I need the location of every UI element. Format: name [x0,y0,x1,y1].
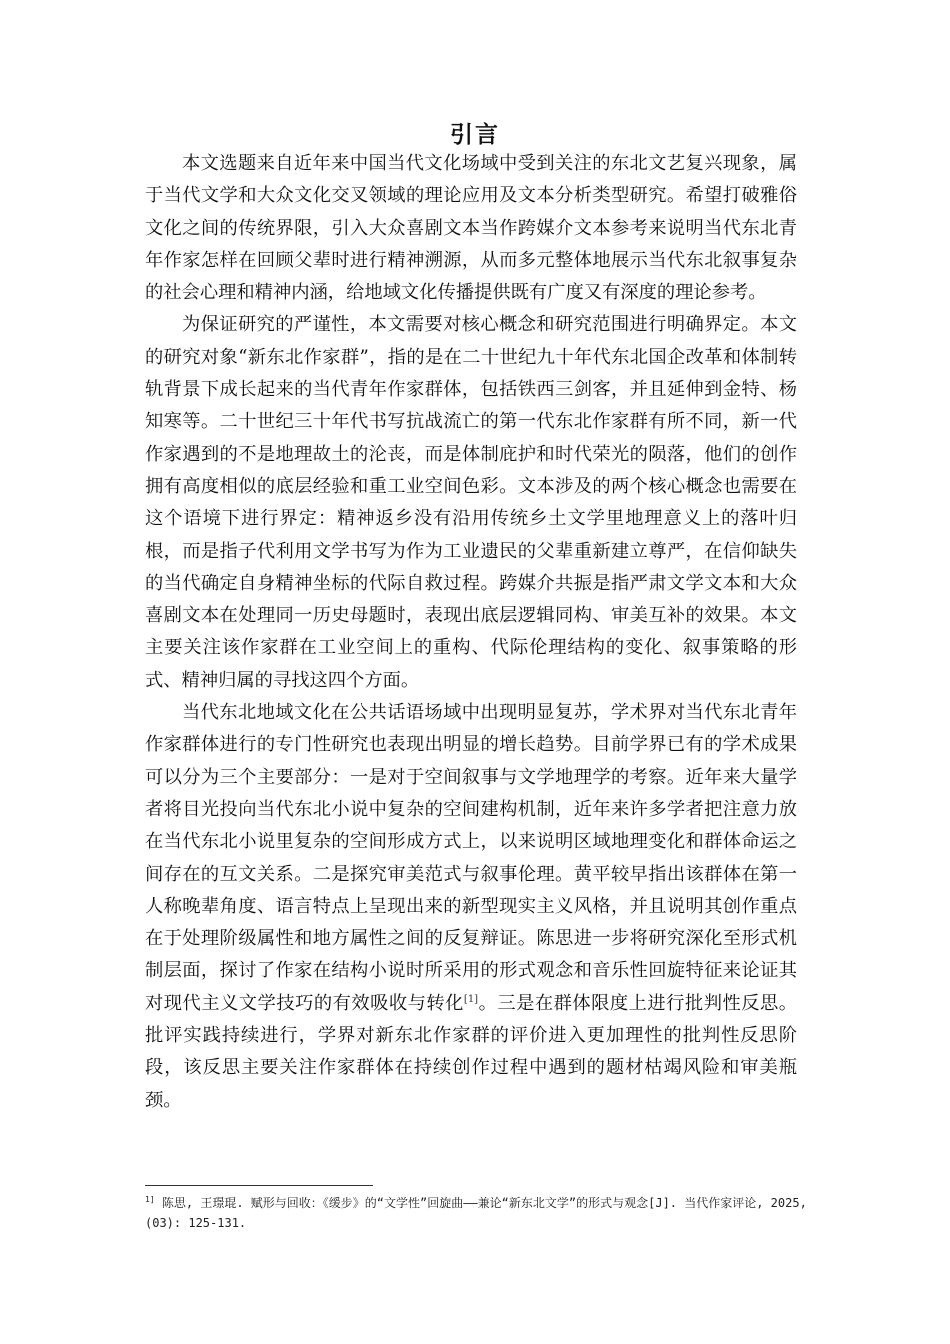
body-text [145,148,797,1117]
paragraph-3-text-after-citation: 。三是在群体限度上进行批判性反思。批评实践持续进行，学界对新东北作家群的评价进入更加理性的批判性反思阶段，该反思主要关注作家群体在持续创作过程中遇到的题材枯竭风险和审美瓶颈。 [145,992,798,1111]
paragraph-2: 为保证研究的严谨性，本文需要对核心概念和研究范围进行明确界定。本文的研究对象“新东北作家群”，指的是在二十世纪九十年代东北国企改革和体制转轨背景下成长起来的当代青年作家群体，包括铁西三剑客，并且延伸到金特、杨知寒等。二十世纪三十年代书写抗战流亡的第一代东北作家群有所不同，新一代作家遇到的不是地理故土的沦丧，而是体制庇护和时代荣光的陨落，他们的创作拥有高度相似的底层经验和重工业空间色彩。文本涉及的两个核心概念也需要在这个语境下进行界定：精神返乡没有沿用传统乡土文学里地理意义上的落叶归根，而是指子代利用文学书写为作为工业遗民的父辈重新建立尊严，在信仰缺失的当代确定自身精神坐标的代际自救过程。跨媒介共振是指严肃文学文本和大众喜剧文本在处理同一历史母题时，表现出底层逻辑同构、审美互补的效果。本文主要关注该作家群在工业空间上的重构、代际伦理结构的变化、叙事策略的形式、精神归属的寻找这四个方面。 [145,314,797,691]
footnote-mark: 1] [145,1195,155,1204]
footnote-text: 陈思, 王璟琨. 赋形与回收：《缓步》的“文学性”回旋曲——兼论“新东北文学”的形式与观念[J]. 当代作家评论, 2025, (03): 125-131. [145,1196,807,1230]
footnote [145,1193,810,1233]
paragraph-3-text-before-citation: 当代东北地域文化在公共话语场域中出现明显复苏，学术界对当代东北青年作家群体进行的专门性研究也表现出明显的增长趋势。目前学界已有的学术成果可以分为三个主要部分：一是对于空间叙事与文学地理学的考察。近年来大量学者将目光投向当代东北小说中复杂的空间建构机制，近年来许多学者把注意力放在当代东北小说里复杂的空间形成方式上，以来说明区域地理变化和群体命运之间存在的互文关系。二是探究审美范式与叙事伦理。黄平较早指出该群体在第一人称晚辈角度、语言特点上呈现出来的新型现实主义风格，并且说明其创作重点在于处理阶级属性和地方属性之间的反复辩证。陈思进一步将研究深化至形式机制层面，探讨了作家在结构小说时所采用的形式观念和音乐性回旋特征来论证其对现代主义文学技巧的有效吸收与转化 [145,702,797,1014]
page-title: 引言 [450,122,500,148]
footnote-divider [145,1185,373,1186]
paragraph-3 [145,697,797,1117]
citation-marker[interactable]: [1] [463,993,479,1005]
paragraph-1: 本文选题来自近年来中国当代文化场域中受到关注的东北文艺复兴现象，属于当代文学和大众文化交叉领域的理论应用及文本分析类型研究。希望打破雅俗文化之间的传统界限，引入大众喜剧文本当作跨媒介文本参考来说明当代东北青年作家怎样在回顾父辈时进行精神溯源，从而多元整体地展示当代东北叙事复杂的社会心理和精神内涵，给地域文化传播提供既有广度又有深度的理论参考。 [145,153,797,304]
